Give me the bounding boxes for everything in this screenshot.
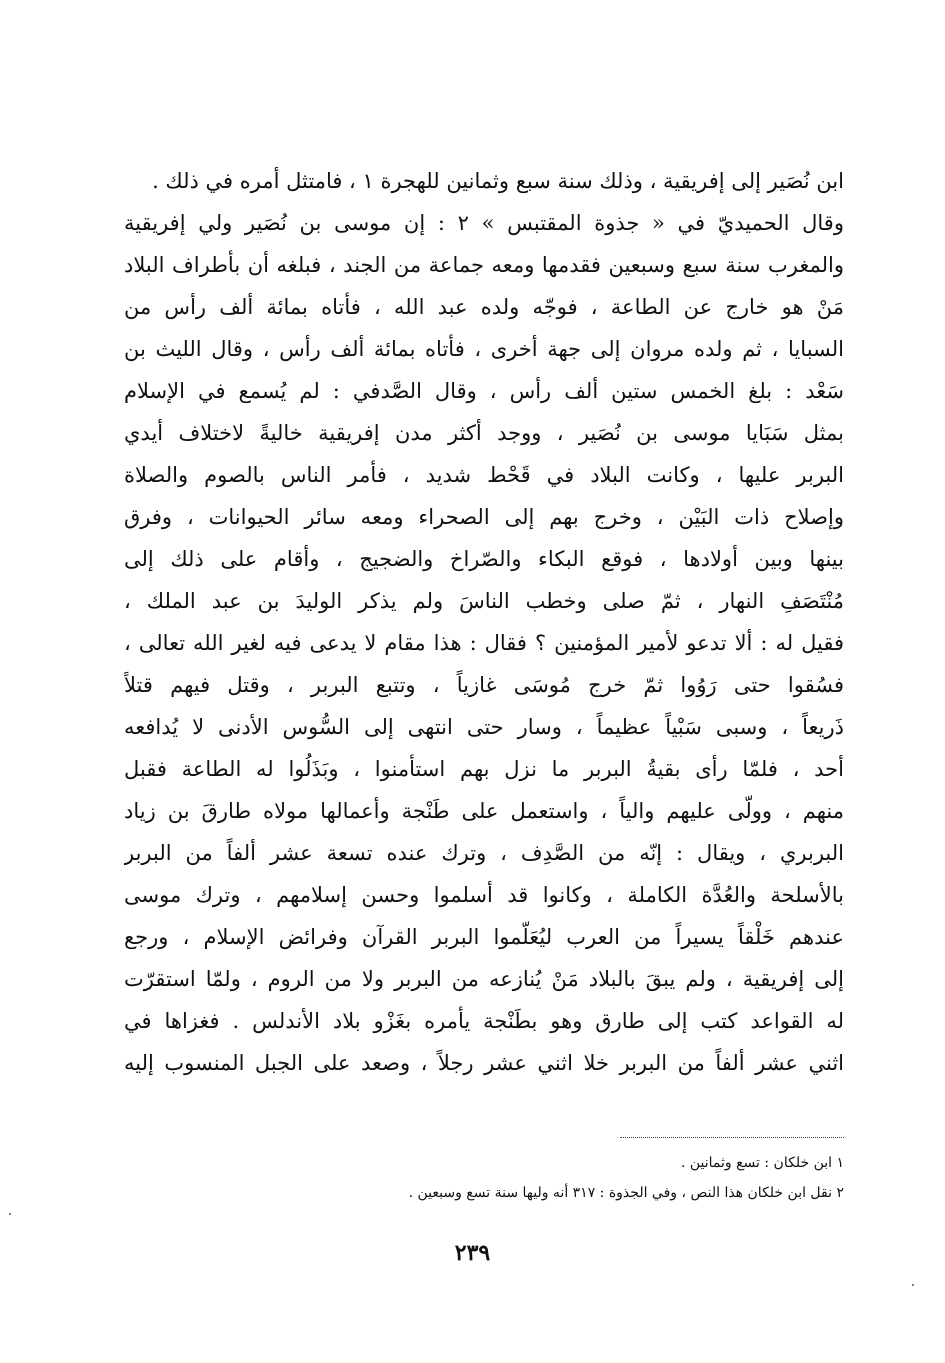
text-line: بمثل سَبَايا موسى بن نُصَير ، ووجد أكثر مدن إفريقية خاليةً لاختلاف أيدي (124, 421, 844, 445)
text-line: فقيل له : ألا تدعو لأمير المؤمنين ؟ فقال : هذا مقام لا يدعى فيه لغير الله تعالى ، (124, 631, 844, 655)
text-line: ابن نُصَير إلى إفريقية ، وذلك سنة سبع وثمانين للهجرة ١ ، فامتثل أمره في ذلك . (152, 169, 844, 193)
text-line: مُنْتَصَفِ النهار ، ثمّ صلى وخطب الناسَ ولم يذكر الوليدَ بن عبد الملك ، (124, 589, 844, 613)
scan-speck (9, 1213, 11, 1215)
text-line: البربري ، ويقال : إنّه من الصَّدِف ، وترك عنده تسعة عشر ألفاً من البربر (124, 841, 844, 865)
footnote-2: ٢ نقل ابن خلكان هذا النص ، وفي الجذوة : ٣١٧ أنه وليها سنة تسع وسبعين . (408, 1185, 844, 1201)
text-line: فسُقوا حتى رَوُوا ثمّ خرج مُوسَى غازياً ، وتتبع البربر ، وقتل فيهم قتلاً (124, 673, 844, 697)
text-line: أحد ، فلمّا رأى بقيةُ البربر ما نزل بهم استأمنوا ، وبَذَلُوا له الطاعة فقبل (124, 757, 844, 781)
footnotes (124, 1148, 844, 1208)
text-line: بالأسلحة والعُدَّة الكاملة ، وكانوا قد أسلموا وحسن إسلامهم ، وترك موسى (124, 883, 844, 907)
footnote-1: ١ ابن خلكان : تسع وثمانين . (680, 1155, 844, 1171)
text-line: مَنْ هو خارج عن الطاعة ، فوجّه ولده عبد الله ، فأتاه بمائة ألف رأس من (124, 295, 844, 319)
text-line: البربر عليها ، وكانت البلاد في قَحْط شديد ، فأمر الناس بالصوم والصلاة (124, 463, 844, 487)
text-line: عندهم خَلْقاً يسيراً من العرب ليُعَلّموا البربر القرآن وفرائض الإسلام ، ورجع (124, 925, 844, 949)
text-line: ذَريعاً ، وسبى سَبْياً عظيماً ، وسار حتى انتهى إلى السُّوس الأدنى لا يُدافعه (124, 715, 844, 739)
text-line: له القواعد كتب إلى طارق وهو بطَنْجة يأمره بغَزْو بلاد الأندلس . فغزاها في (124, 1009, 844, 1033)
text-line: سَعْد : بلغ الخمس ستين ألف رأس ، وقال الصَّدفي : لم يُسمع في الإسلام (124, 379, 844, 403)
main-text-block (124, 160, 844, 1084)
text-line: السبايا ، ثم ولده مروان إلى جهة أخرى ، فأتاه بمائة ألف رأس ، وقال الليث بن (124, 337, 844, 361)
page-number: ٢٣٩ (454, 1240, 491, 1266)
text-line: إلى إفريقية ، ولم يبقَ بالبلاد مَنْ يُنازعه من البربر ولا من الروم ، ولمّا استقرّت (124, 967, 844, 991)
text-line: بينها وبين أولادها ، فوقع البكاء والصّراخ والضجيج ، وأقام على ذلك إلى (124, 547, 844, 571)
text-line: وإصلاح ذات البَيْن ، وخرج بهم إلى الصحراء ومعه سائر الحيوانات ، وفرق (124, 505, 844, 529)
footnote-separator (620, 1137, 844, 1138)
scan-speck (912, 1284, 914, 1286)
text-line: اثني عشر ألفاً من البربر خلا اثني عشر رجلاً ، وصعد على الجبل المنسوب إليه (124, 1051, 844, 1075)
text-line: وقال الحميديّ في « جذوة المقتبس » ٢ : إن موسى بن نُصَير ولي إفريقية (124, 211, 844, 235)
text-line: منهم ، وولّى عليهم والياً ، واستعمل على طَنْجة وأعمالها مولاه طارقَ بن زياد (124, 799, 844, 823)
text-line: والمغرب سنة سبع وسبعين فقدمها ومعه جماعة من الجند ، فبلغه أن بأطراف البلاد (124, 253, 844, 277)
